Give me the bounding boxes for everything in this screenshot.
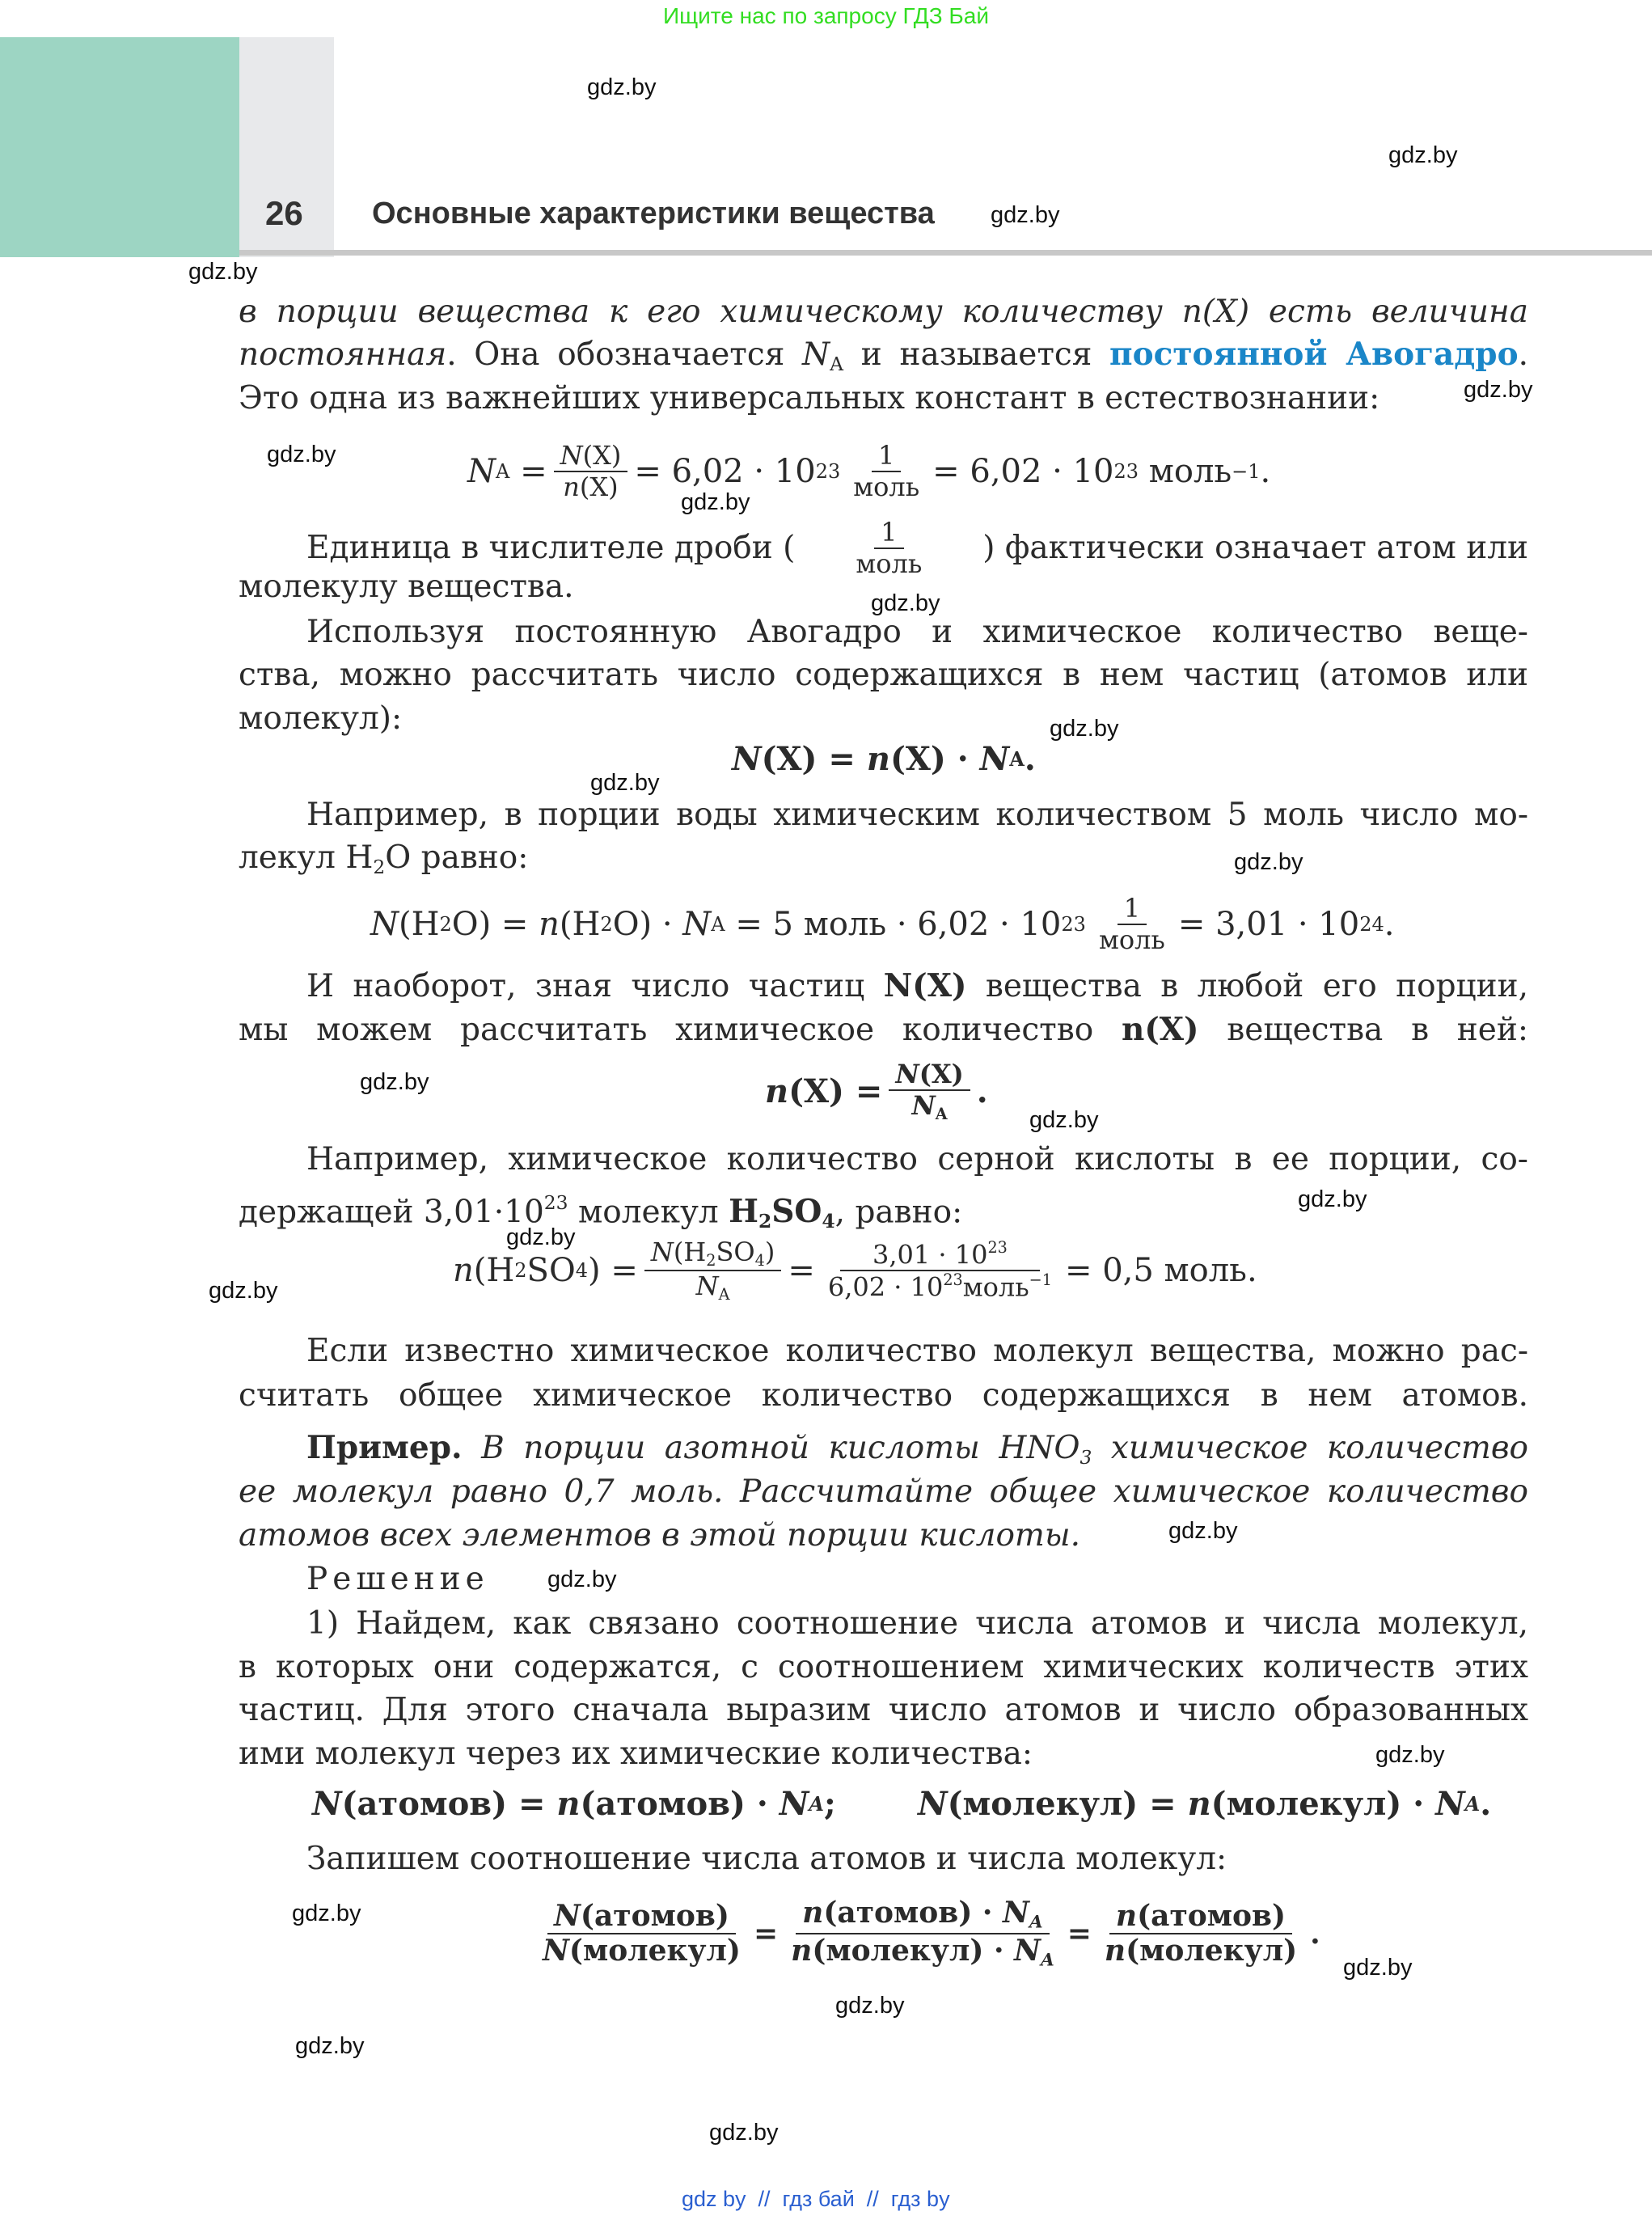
- text-line: в порции вещества к его химическому количеству n(X) есть величина: [239, 294, 1528, 330]
- fraction: [1098, 1900, 1303, 1968]
- exponent: 23: [943, 1270, 963, 1289]
- number: 6,02: [671, 452, 744, 490]
- numerator: 1: [874, 518, 903, 549]
- subscript: A: [935, 1104, 948, 1123]
- text-span: молекул: [568, 1194, 729, 1231]
- fraction: [536, 1900, 747, 1968]
- subscript: A: [1009, 747, 1025, 771]
- symbol: N: [695, 1270, 719, 1301]
- text-line: атомов всех элементов в этой порции кислоты.: [239, 1517, 1081, 1554]
- symbol: (атомов): [823, 1896, 973, 1930]
- watermark: gdz.by: [1168, 1518, 1238, 1544]
- symbol: N: [1003, 1896, 1029, 1930]
- watermark: gdz.by: [835, 1993, 905, 2019]
- text-line: в которых они содержатся, с соотношением химических количеств этих: [239, 1649, 1528, 1685]
- symbol: N: [732, 740, 762, 778]
- number: 6,02: [917, 905, 990, 943]
- period: .: [1480, 1785, 1492, 1823]
- symbol: n: [802, 1896, 824, 1930]
- equals: =: [788, 1251, 815, 1289]
- symbol: N: [650, 1237, 674, 1267]
- text-line: ее молекул равно 0,7 моль. Рассчитайте общее химическое количество: [239, 1474, 1528, 1510]
- number: 5: [772, 905, 793, 943]
- dot: ·: [993, 1934, 1004, 1968]
- symbol: n: [556, 1785, 581, 1823]
- equals: =: [855, 1072, 883, 1110]
- subscript: A: [1464, 1792, 1481, 1816]
- watermark: gdz.by: [1234, 849, 1303, 875]
- number: 10: [1318, 905, 1360, 943]
- solution-heading: Решение: [306, 1561, 489, 1597]
- page-number: 26: [265, 194, 303, 232]
- text-span: .: [1518, 336, 1528, 373]
- equals: =: [501, 905, 529, 943]
- equals: =: [1149, 1785, 1177, 1823]
- subscript: 4: [822, 1210, 835, 1233]
- unit: моль: [1148, 452, 1232, 490]
- equals: =: [518, 1785, 546, 1823]
- symbol: N: [543, 1934, 569, 1968]
- equals: =: [753, 1917, 779, 1951]
- fraction: [847, 441, 926, 502]
- symbol: O): [451, 905, 492, 943]
- symbol: N: [1435, 1785, 1465, 1823]
- text-span: , равно:: [834, 1194, 963, 1231]
- text-span: O равно:: [385, 839, 529, 876]
- watermark: gdz.by: [1388, 142, 1458, 168]
- denominator: моль: [853, 471, 920, 502]
- dot: ·: [661, 905, 673, 943]
- text-line: Например, химическое количество серной кислоты в ее порции, со-: [306, 1141, 1528, 1178]
- dot: ·: [896, 905, 907, 943]
- watermark: gdz.by: [295, 2033, 365, 2059]
- equals: =: [1177, 905, 1206, 943]
- subscript: A: [718, 1284, 730, 1304]
- equals: =: [735, 905, 763, 943]
- subscript: A: [496, 459, 510, 483]
- text-span: химическое количество: [1092, 1430, 1528, 1466]
- subscript: 4: [754, 1250, 765, 1270]
- exponent: 23: [1061, 912, 1086, 936]
- text-line: считать общее химическое количество содержащихся в нем атомов.: [239, 1377, 1528, 1414]
- text-span: И наоборот, зная число частиц: [306, 968, 884, 1004]
- watermark: gdz.by: [267, 442, 336, 467]
- subscript: A: [830, 353, 844, 376]
- text-span: Единица в числителе дроби (: [306, 529, 796, 566]
- text-span: ) фактически означает атом или: [982, 529, 1528, 566]
- dot: ·: [1297, 905, 1308, 943]
- symbol: N: [467, 452, 496, 490]
- unit: моль: [1164, 1251, 1247, 1289]
- exponent: −1: [1029, 1270, 1052, 1289]
- dot: ·: [754, 452, 765, 490]
- denominator: моль: [856, 548, 923, 579]
- dot: ·: [894, 1271, 902, 1303]
- number: 0,5: [1102, 1251, 1154, 1289]
- symbol: N: [370, 905, 399, 943]
- symbol: n: [1187, 1785, 1211, 1823]
- formula-atoms: [312, 1785, 836, 1823]
- symbol: N: [918, 1785, 948, 1823]
- watermark: gdz.by: [991, 202, 1060, 228]
- symbol: (атомов): [580, 1898, 729, 1933]
- dot: ·: [999, 905, 1010, 943]
- symbol: n: [791, 1934, 813, 1968]
- text-span: вещества в ней:: [1198, 1012, 1529, 1048]
- semicolon: ;: [823, 1785, 836, 1823]
- text-line: [239, 836, 1528, 889]
- fraction: [554, 441, 628, 502]
- example-label: Пример.: [306, 1429, 463, 1466]
- symbol: (X): [579, 471, 619, 502]
- symbol: N: [560, 440, 583, 471]
- number: 6,02: [827, 1271, 886, 1303]
- subscript: 2: [706, 1250, 716, 1270]
- symbol: N: [682, 905, 712, 943]
- symbol: ): [588, 1251, 601, 1289]
- symbol: (молекул): [812, 1934, 984, 1968]
- symbol: (атомов): [580, 1785, 746, 1823]
- symbol: (молекул): [1126, 1934, 1298, 1968]
- formula-molecules: [918, 1785, 1491, 1823]
- dot: ·: [938, 1239, 947, 1271]
- subscript: A: [711, 912, 725, 936]
- symbol: n: [563, 471, 580, 502]
- exponent: 24: [1359, 912, 1384, 936]
- subscript: A: [809, 1792, 824, 1816]
- formula-avogadro: [467, 441, 1270, 502]
- dot: ·: [756, 1785, 768, 1823]
- number: 10: [954, 1239, 988, 1271]
- watermark: gdz.by: [1464, 377, 1533, 403]
- watermark: gdz.by: [1343, 1955, 1413, 1981]
- symbol: n: [1115, 1898, 1138, 1933]
- symbol: SO: [526, 1251, 576, 1289]
- fraction: [1092, 894, 1172, 955]
- symbol: n: [765, 1072, 789, 1110]
- dot: ·: [1413, 1785, 1425, 1823]
- symbol: n: [866, 740, 890, 778]
- symbol: N: [1014, 1934, 1041, 1968]
- period: .: [1246, 1251, 1257, 1289]
- number: 6,02: [970, 452, 1042, 490]
- symbol: n: [539, 905, 560, 943]
- symbol: (H: [559, 905, 601, 943]
- watermark: gdz.by: [681, 489, 750, 515]
- page-title: Основные характеристики вещества: [372, 197, 935, 230]
- symbol: (молекул): [947, 1785, 1139, 1823]
- text-line: ими молекул через их химические количества:: [239, 1736, 1033, 1772]
- formula-particle-count: [732, 740, 1036, 778]
- text-line: Используя постоянную Авогадро и химическое количество веще-: [306, 614, 1528, 650]
- search-banner[interactable]: Ищите нас по запросу ГДЗ Бай: [662, 3, 990, 28]
- symbol: (молекул): [1210, 1785, 1402, 1823]
- symbol: (X): [919, 1059, 964, 1089]
- watermark: gdz.by: [547, 1567, 617, 1592]
- symbol: (молекул): [568, 1934, 741, 1968]
- watermark: gdz.by: [209, 1278, 278, 1304]
- symbol: n: [453, 1251, 474, 1289]
- number: 3,01: [1215, 905, 1288, 943]
- symbol: N: [312, 1785, 342, 1823]
- text-span: и называется: [843, 336, 1110, 373]
- watermark: gdz.by: [590, 770, 660, 796]
- text-line: [306, 964, 1528, 1008]
- number: 10: [1072, 452, 1114, 490]
- text-line: Если известно химическое количество молекул вещества, можно рас-: [306, 1333, 1528, 1369]
- symbol: (H: [473, 1251, 515, 1289]
- text-line: Например, в порции воды химическим количеством 5 моль число мо-: [306, 797, 1528, 833]
- header-divider: [239, 250, 1652, 256]
- exponent: −1: [1232, 459, 1261, 483]
- symbol: (X): [761, 740, 818, 778]
- formula-sulfuric-acid: [453, 1237, 1257, 1304]
- watermark: gdz.by: [1375, 1742, 1445, 1768]
- watermark: gdz.by: [1029, 1107, 1099, 1133]
- term-avogadro-constant: постоянной Авогадро: [1109, 336, 1519, 373]
- chapter-color-block: [0, 37, 239, 257]
- watermark: gdz.by: [587, 74, 657, 100]
- number: 3,01: [872, 1239, 931, 1271]
- period: .: [1384, 905, 1395, 943]
- text-line: [239, 1181, 1047, 1243]
- text-span: . Она обозначается: [446, 336, 803, 373]
- symbol: SO: [716, 1237, 755, 1267]
- symbol: (X): [582, 440, 622, 471]
- symbol: N: [779, 1785, 809, 1823]
- number: 10: [910, 1271, 944, 1303]
- text-line: Запишем соотношение числа атомов и числа молекул:: [306, 1841, 1227, 1877]
- formula-water-example: [370, 894, 1394, 955]
- watermark: gdz.by: [360, 1069, 429, 1095]
- symbol: (H: [673, 1237, 707, 1267]
- period: .: [976, 1072, 988, 1110]
- text-line: ства, можно рассчитать число содержащихся в нем частиц (атомов или: [239, 657, 1528, 693]
- text-span: В порции азотной кислоты HNO: [462, 1430, 1080, 1466]
- unit: моль: [803, 905, 887, 943]
- watermark: gdz.by: [1298, 1186, 1367, 1212]
- symbol: N: [802, 336, 830, 373]
- watermark: gdz.by: [871, 590, 940, 616]
- text-span: постоянная: [239, 336, 447, 373]
- footer-links[interactable]: gdz by // гдз бай // гдз by: [682, 2187, 950, 2211]
- dot: ·: [982, 1896, 993, 1930]
- watermark: gdz.by: [188, 259, 258, 285]
- equals: =: [1064, 1251, 1092, 1289]
- text-span: N(X): [883, 967, 967, 1004]
- watermark: gdz.by: [709, 2120, 779, 2146]
- exponent: 23: [543, 1191, 568, 1214]
- symbol: N: [979, 740, 1010, 778]
- exponent: 23: [815, 459, 841, 483]
- subscript: A: [1029, 1912, 1043, 1933]
- subscript: 2: [439, 912, 452, 936]
- number: 10: [1020, 905, 1062, 943]
- equals: =: [520, 452, 547, 490]
- dot: ·: [957, 740, 969, 778]
- symbol: N: [895, 1059, 919, 1089]
- text-span: лекул H: [239, 839, 374, 876]
- denominator: моль: [1098, 924, 1165, 955]
- numerator: 1: [1118, 894, 1147, 925]
- watermark: gdz.by: [506, 1224, 576, 1250]
- symbol: SO: [771, 1193, 822, 1231]
- exponent: 23: [1113, 459, 1139, 483]
- formula-amount: [765, 1059, 988, 1123]
- text-line: 1) Найдем, как связано соотношение числа атомов и числа молекул,: [306, 1605, 1528, 1642]
- fraction: [889, 1059, 970, 1123]
- equals: =: [634, 452, 661, 490]
- subscript: 2: [758, 1210, 772, 1233]
- period: .: [1260, 452, 1271, 490]
- equals: =: [828, 740, 856, 778]
- symbol: O): [612, 905, 653, 943]
- subscript: 4: [575, 1258, 589, 1282]
- text-span: держащей 3,01·10: [239, 1194, 544, 1231]
- period: .: [1310, 1917, 1320, 1951]
- equals: =: [1067, 1917, 1092, 1951]
- numerator: 1: [872, 441, 901, 472]
- formula-ratio: [530, 1896, 1320, 1972]
- equals: =: [932, 452, 960, 490]
- symbol: (атомов): [1137, 1898, 1287, 1933]
- text-line: молекулу вещества.: [239, 569, 574, 605]
- unit: моль: [962, 1271, 1029, 1303]
- text-span: вещества в любой его порции,: [966, 968, 1528, 1004]
- subscript: A: [1040, 1950, 1054, 1971]
- equals: =: [611, 1251, 638, 1289]
- symbol: n: [1104, 1934, 1126, 1968]
- fraction: [644, 1237, 781, 1304]
- watermark: gdz.by: [1050, 716, 1119, 742]
- subscript: 3: [1080, 1446, 1092, 1469]
- symbol: (H: [399, 905, 440, 943]
- period: .: [1024, 740, 1036, 778]
- symbol: ): [764, 1237, 775, 1267]
- exponent: 23: [987, 1237, 1008, 1257]
- symbol: H: [729, 1193, 758, 1231]
- fraction: [784, 1896, 1061, 1972]
- watermark: gdz.by: [292, 1901, 361, 1926]
- subscript: 2: [600, 912, 613, 936]
- text-line: Это одна из важнейших универсальных констант в естествознании:: [239, 380, 1380, 416]
- fraction: [822, 1239, 1058, 1302]
- text-span: n(X): [1121, 1011, 1199, 1048]
- subscript: 2: [373, 856, 386, 879]
- subscript: 2: [514, 1258, 527, 1282]
- text-line: частиц. Для этого сначала выразим число атомов и число образованных: [239, 1692, 1528, 1728]
- symbol: N: [911, 1089, 936, 1121]
- dot: ·: [1052, 452, 1063, 490]
- text-line: [239, 1008, 1528, 1052]
- symbol: N: [554, 1898, 581, 1933]
- text-line: молекул):: [239, 700, 403, 737]
- symbol: (X): [788, 1072, 844, 1110]
- text-span: мы можем рассчитать химическое количество: [239, 1012, 1122, 1048]
- number: 10: [774, 452, 816, 490]
- symbol: (X): [889, 740, 946, 778]
- symbol: (атомов): [341, 1785, 508, 1823]
